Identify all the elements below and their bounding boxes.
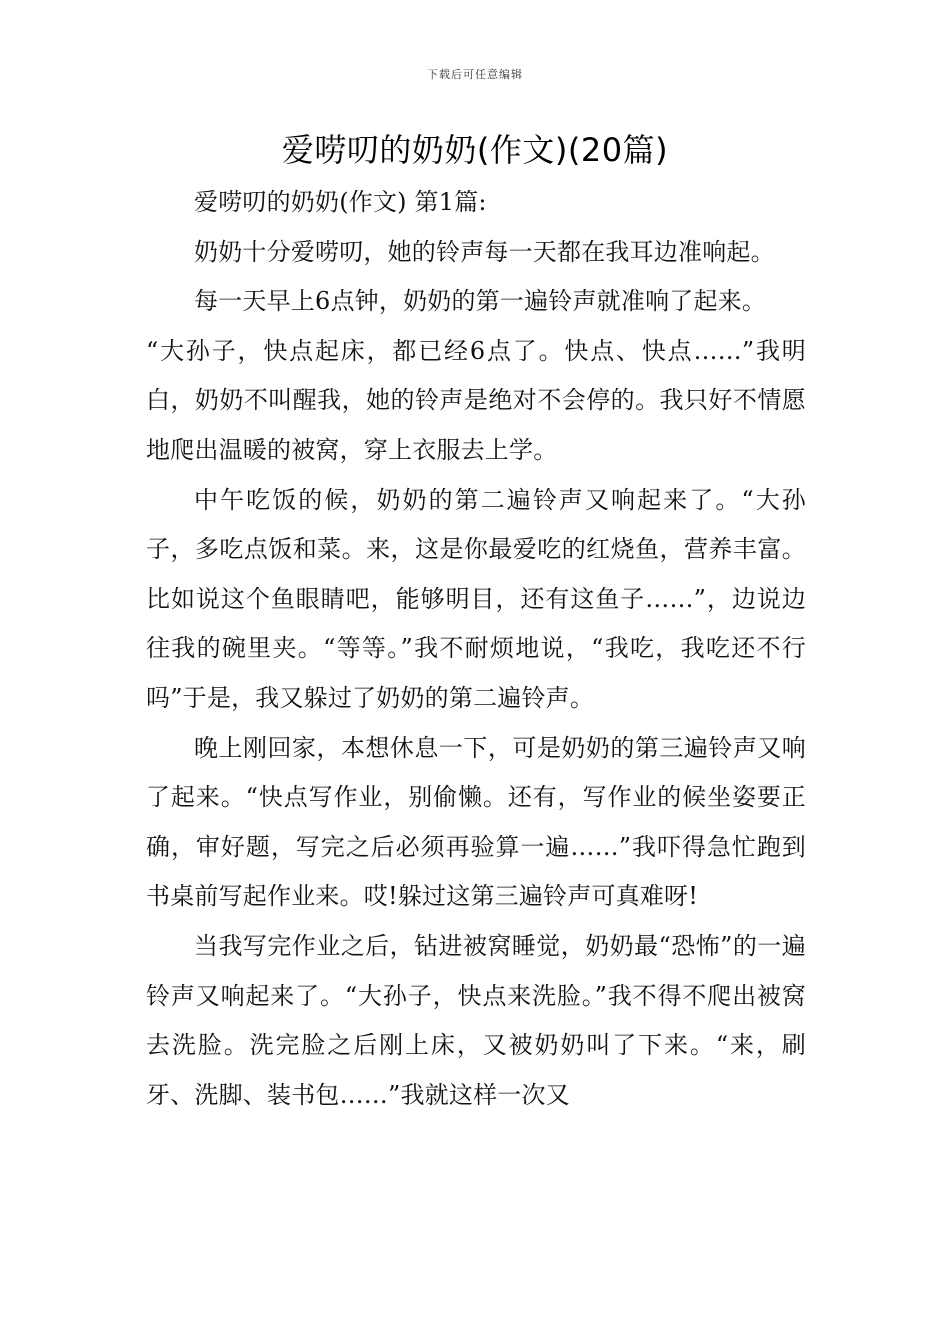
section-heading: 爱唠叨的奶奶(作文) 第1篇: [194, 188, 487, 216]
paragraph-4: 中午吃饭的候，奶奶的第二遍铃声又响起来了。“大孙子，多吃点饭和菜。来，这是你最爱吃的红烧鱼，营养丰富。比如说这个鱼眼睛吧，能够明目，还有这鱼子……”，边说边往我的碗里夹。“等等。”我不耐烦地说，“我吃，我吃还不行吗”于是，我又躲过了奶奶的第二遍铃声。 [146, 485, 806, 712]
paragraph-6: 当我写完作业之后，钻进被窝睡觉，奶奶最“恐怖”的一遍铃声又响起来了。“大孙子，快点来洗脸。”我不得不爬出被窝去洗脸。洗完脸之后刚上床，又被奶奶叫了下来。“来，刷牙、洗脚、装书包……”我就这样一次又 [146, 931, 806, 1109]
paragraph-3: “大孙子，快点起床，都已经6点了。快点、快点……”我明白，奶奶不叫醒我，她的铃声是绝对不会停的。我只好不情愿地爬出温暖的被窝，穿上衣服去上学。 [146, 336, 806, 464]
header-note: 下载后可任意编辑 [427, 68, 523, 81]
paragraph-5: 晚上刚回家，本想休息一下，可是奶奶的第三遍铃声又响了起来。“快点写作业，别偷懒。还有，写作业的候坐姿要正确，审好题，写完之后必须再验算一遍……”我吓得急忙跑到书桌前写起作业来。哎!躲过这第三遍铃声可真难呀! [146, 733, 806, 911]
document-body [146, 178, 806, 1120]
paragraph-1: 奶奶十分爱唠叨，她的铃声每一天都在我耳边准响起。 [194, 237, 775, 266]
document-title: 爱唠叨的奶奶(作文)(20篇) [281, 131, 669, 169]
paragraph-2: 每一天早上6点钟，奶奶的第一遍铃声就准响了起来。 [194, 287, 767, 316]
